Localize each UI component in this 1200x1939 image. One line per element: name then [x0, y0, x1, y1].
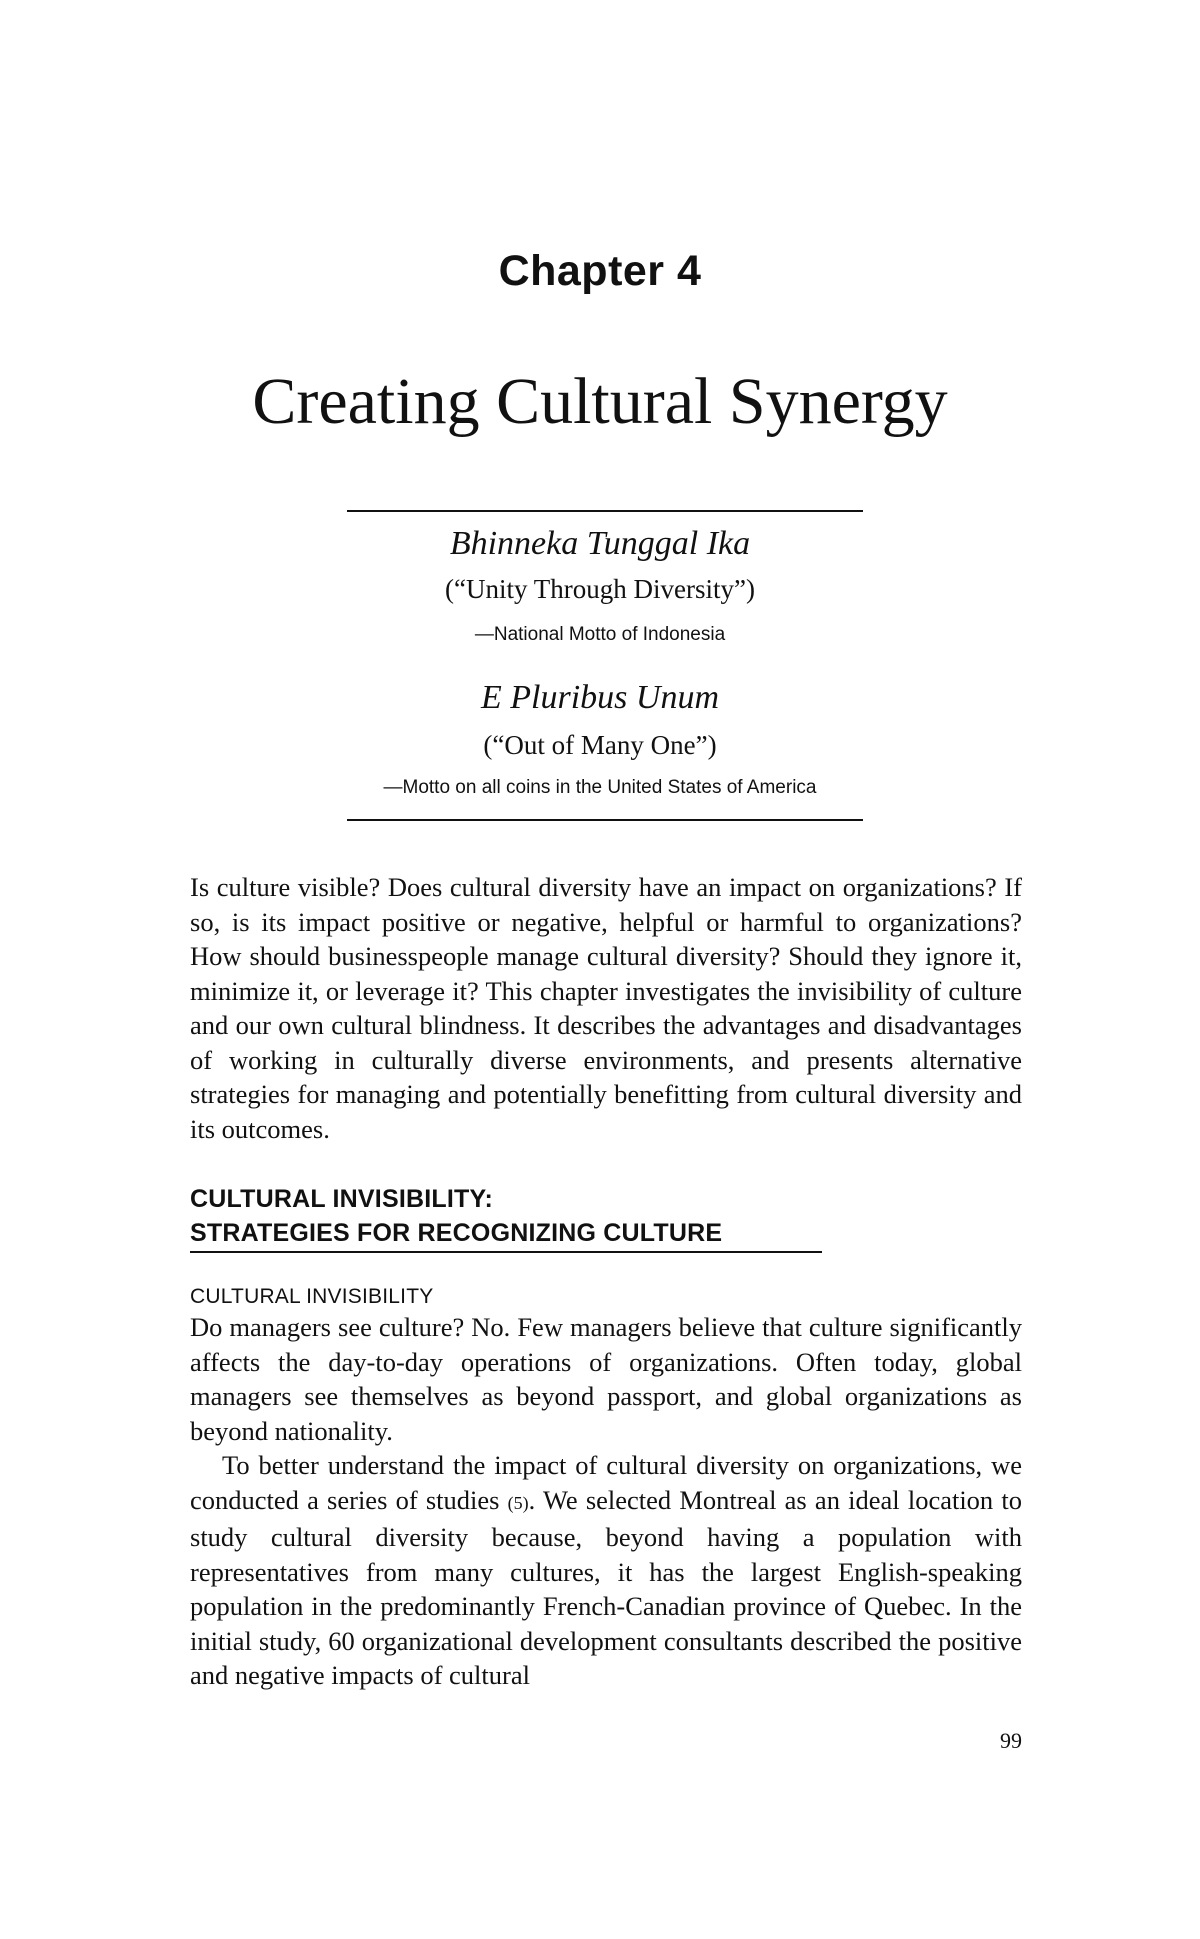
epigraph-motto-usa: E Pluribus Unum [481, 679, 719, 716]
epigraph-bottom-rule [347, 819, 863, 821]
epigraph-translation-usa: (“Out of Many One”) [483, 730, 717, 760]
chapter-title: Creating Cultural Synergy [252, 365, 948, 438]
paragraph-2-text-end: . We selected Montreal as an ideal location to study cultural diversity because, beyond having a population with representatives from many cultures, it has the largest English-speaking population in the predominantly French-Canadian province of Quebec. In the initial study, 60 organizational development consultants described the positive and negative impacts of cultural [190, 1484, 1022, 1690]
section-heading-line1: CULTURAL INVISIBILITY: [190, 1185, 493, 1213]
epigraph-attribution-indonesia: —National Motto of Indonesia [474, 624, 726, 645]
citation-reference: (5) [507, 1492, 529, 1513]
paragraph-2-text-start: To better understand the impact of cultural diversity on organizations, we conducted a series of studies [190, 1450, 1022, 1515]
body-paragraph-1: Do managers see culture? No. Few managers believe that culture significantly affects the day-to-day operations of organizations. Often today, global managers see themselves as beyond passport, and global organizations as beyond nationality. [190, 1312, 1022, 1446]
chapter-label: Chapter 4 [498, 247, 702, 295]
section-heading [190, 1182, 722, 1250]
page-number: 99 [1000, 1728, 1022, 1753]
epigraph-attribution-usa: —Motto on all coins in the United States of America [383, 777, 817, 798]
epigraph-translation-indonesia: (“Unity Through Diversity”) [445, 574, 755, 604]
epigraph-top-rule [347, 510, 863, 512]
subsection-heading: CULTURAL INVISIBILITY [190, 1285, 434, 1308]
intro-paragraph: Is culture visible? Does cultural diversity have an impact on organizations? If so, is its impact positive or negative, helpful or harmful to organizations? How should businesspeople manage cultural diversity? Should they ignore it, minimize it, or leverage it? This chapter investigates the invisibility of culture and our own cultural blindness. It describes the advantages and disadvantages of working in culturally diverse environments, and presents alternative strategies for managing and potentially benefitting from cultural diversity and its outcomes. [190, 872, 1022, 1144]
epigraph-motto-indonesia: Bhinneka Tunggal Ika [449, 525, 751, 562]
section-heading-underline [190, 1251, 822, 1253]
section-heading-line2: STRATEGIES FOR RECOGNIZING CULTURE [190, 1219, 723, 1247]
body-paragraph-2 [190, 1448, 1022, 1693]
